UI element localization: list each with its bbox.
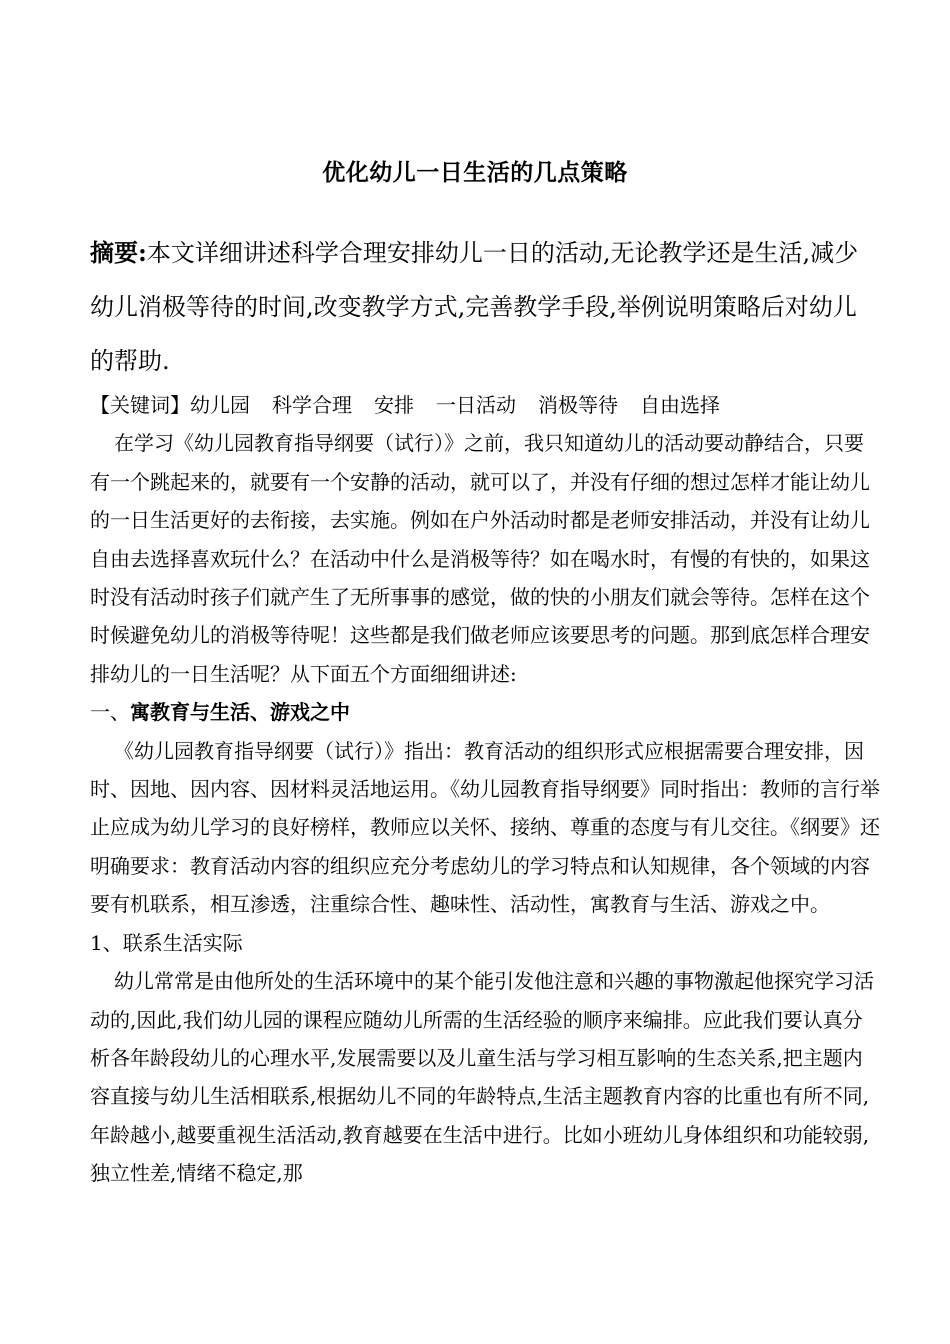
subsection-heading: 1、联系生活实际: [90, 930, 243, 955]
keyword-item: 消极等待: [538, 393, 618, 417]
section-heading-text: 寓教育与生活、游戏之中: [130, 700, 350, 725]
subsection-paragraph: 幼儿常常是由他所处的生活环境中的某个能引发他注意和兴趣的事物激起他探究学习活动的,因此,我们幼儿园的课程应随幼儿所需的生活经验的顺序来编排。应此我们要认真分析各年龄段幼儿的心理水平,发展需要以及儿童生活与学习相互影响的生态关系,把主题内容直接与幼儿生活相联系,根据幼儿不同的年龄特点,生活主题教育内容的比重也有所不同,年龄越小,越要重视生活活动,教育越要在生活中进行。比如小班幼儿身体组织和功能较弱,独立性差,情绪不稳定,那: [90, 969, 874, 1186]
section-heading: [90, 693, 880, 731]
keyword-item: 科学合理: [272, 393, 352, 417]
section-number: 一、: [90, 700, 130, 725]
section-paragraph: 《幼儿园教育指导纲要（试行）》指出：教育活动的组织形式应根据需要合理安排，因时、因地、因内容、因材料灵活地运用。《幼儿园教育指导纲要》同时指出：教师的言行举止应成为幼儿学习的良好榜样，教师应以关怀、接纳、尊重的态度与有儿交往。《纲要》还明确要求：教育活动内容的组织应充分考虑幼儿的学习特点和认知规律，各个领域的内容要有机联系，相互渗透，注重综合性、趣味性、活动性，寓教育与生活、游戏之中。: [90, 738, 880, 917]
abstract-paragraph: [90, 226, 880, 388]
abstract-label: 摘要:: [90, 238, 147, 267]
keywords-label: 【关键词】: [90, 393, 190, 417]
abstract-text: 本文详细讲述科学合理安排幼儿一日的活动,无论教学还是生活,减少幼儿消极等待的时间,改变教学方式,完善教学手段,举例说明策略后对幼儿的帮助.: [90, 239, 859, 375]
keyword-item: 一日活动: [436, 393, 516, 417]
document-body: [90, 386, 880, 1193]
intro-paragraph: 在学习《幼儿园教育指导纲要（试行）》之前，我只知道幼儿的活动要动静结合，只要有一个跳起来的，就要有一个安静的活动，就可以了，并没有仔细的想过怎样才能让幼儿的一日生活更好的去衔接，去实施。例如在户外活动时都是老师安排活动，并没有让幼儿自由去选择喜欢玩什么？在活动中什么是消极等待？如在喝水时，有慢的有快的，如果这时没有活动时孩子们就产生了无所事事的感觉，做的快的小朋友们就会等待。怎样在这个时候避免幼儿的消极等待呢！这些都是我们做老师应该要思考的问题。那到底怎样合理安排幼儿的一日生活呢？从下面五个方面细细讲述:: [90, 431, 870, 686]
keyword-item: 幼儿园: [190, 393, 250, 417]
keywords-line: [90, 386, 880, 424]
keyword-item: 安排: [374, 393, 414, 417]
keyword-item: 自由选择: [640, 393, 720, 417]
document-title: 优化幼儿一日生活的几点策略: [322, 159, 628, 186]
